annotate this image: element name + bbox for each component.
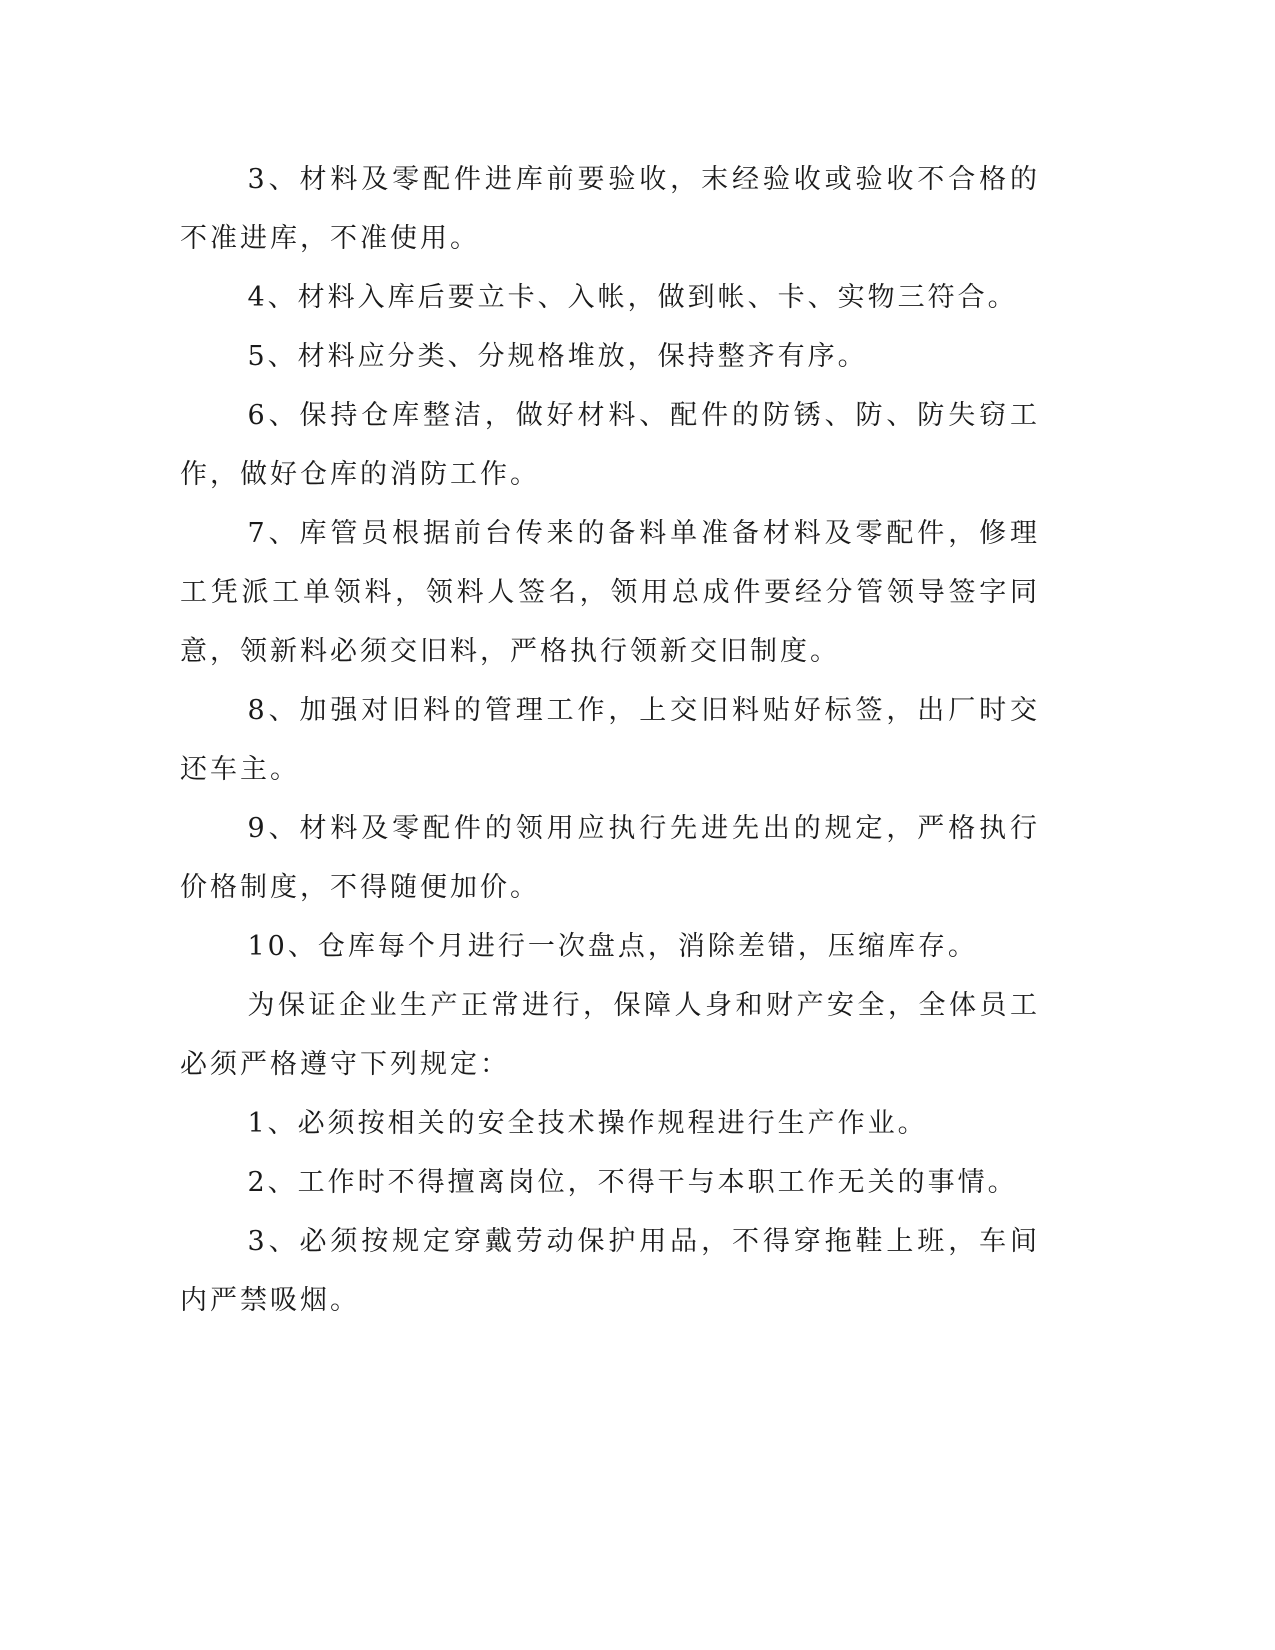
paragraph-safety-rule-2: 2、工作时不得擅离岗位，不得干与本职工作无关的事情。 [247, 1167, 1018, 1198]
paragraph-item-8-old-parts: 8、加强对旧料的管理工作，上交旧料贴好标签，出厂时交还车主。 [180, 695, 1040, 785]
paragraph-item-5-classification: 5、材料应分类、分规格堆放，保持整齐有序。 [247, 341, 868, 372]
paragraph-item-4-registration: 4、材料入库后要立卡、入帐，做到帐、卡、实物三符合。 [247, 282, 1018, 313]
paragraph-safety-rule-1: 1、必须按相关的安全技术操作规程进行生产作业。 [247, 1108, 928, 1139]
paragraph-safety-rule-3: 3、必须按规定穿戴劳动保护用品，不得穿拖鞋上班，车间内严禁吸烟。 [180, 1226, 1040, 1316]
paragraph-safety-intro: 为保证企业生产正常进行，保障人身和财产安全，全体员工必须严格遵守下列规定： [180, 990, 1040, 1080]
paragraph-item-6-cleanliness: 6、保持仓库整洁，做好材料、配件的防锈、防、防失窃工作，做好仓库的消防工作。 [180, 400, 1040, 490]
paragraph-item-7-requisition: 7、库管员根据前台传来的备料单准备材料及零配件，修理工凭派工单领料，领料人签名，领用总成件要经分管领导签字同意，领新料必须交旧料，严格执行领新交旧制度。 [180, 518, 1040, 667]
paragraph-item-10-inventory: 10、仓库每个月进行一次盘点，消除差错，压缩库存。 [247, 931, 978, 962]
paragraph-item-9-fifo: 9、材料及零配件的领用应执行先进先出的规定，严格执行价格制度，不得随便加价。 [180, 813, 1040, 903]
paragraph-item-3-inspection: 3、材料及零配件进库前要验收，末经验收或验收不合格的不准进库，不准使用。 [180, 164, 1040, 254]
document-body [180, 150, 1040, 1330]
